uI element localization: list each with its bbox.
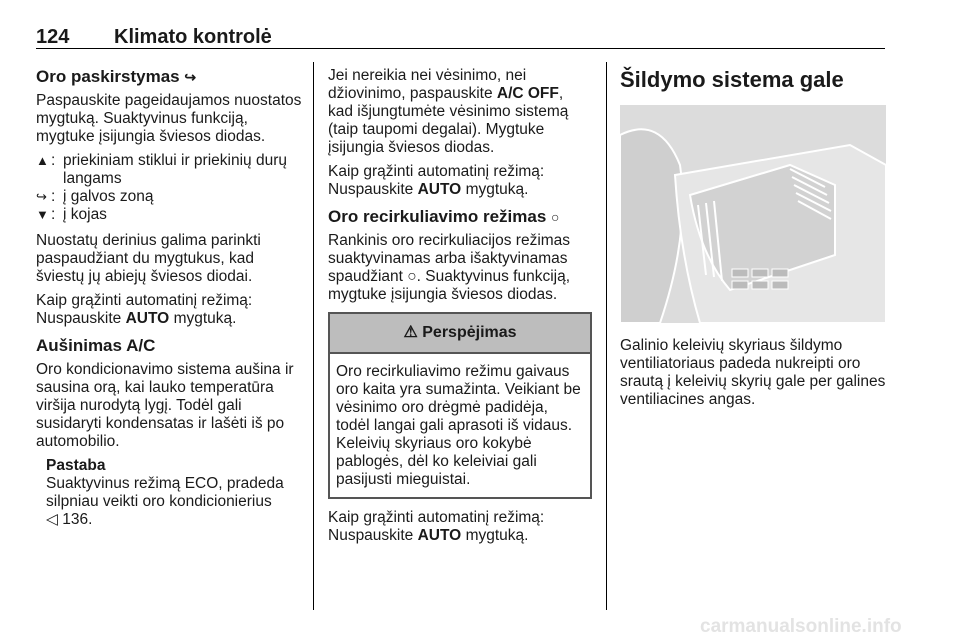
page-title: Klimato kontrolė — [114, 26, 272, 48]
column-1 — [36, 67, 304, 529]
warning-box — [328, 312, 592, 499]
recirculation-icon: ○ — [407, 268, 417, 285]
paragraph: Kaip grąžinti automatinį režimą: Nuspauskite AUTO mygtuką. — [328, 509, 545, 544]
rear-vent-illustration — [620, 105, 886, 323]
paragraph: Kaip grąžinti automatinį režimą: Nuspauskite AUTO mygtuką. — [36, 292, 253, 327]
paragraph: Kaip grąžinti automatinį režimą: Nuspauskite AUTO mygtuką. — [328, 163, 545, 198]
windshield-airflow-icon: ▲ — [36, 153, 49, 168]
page-reference: ◁ 136. — [46, 511, 93, 528]
head-airflow-icon: ↪ — [36, 189, 47, 204]
section-heading-cooling: Aušinimas A/C — [36, 336, 156, 355]
warning-text: Oro recirkuliavimo režimu gaivaus oro kaita yra sumažinta. Veikiant be vėsinimo oro drėgmė padidėja, todėl langai gali aprasoti iš vidaus. Keleivių skyriaus oro kokybė pablogės, dėl ko keleiviai gali pasijusti mieguistai. — [336, 363, 581, 488]
column-divider — [606, 62, 607, 610]
recirculation-icon: ○ — [551, 209, 560, 225]
paragraph: Paspauskite pageidaujamos nuostatos mygtuką. Suaktyvinus funkciją, mygtuke įsijungia šviesos diodas. — [36, 92, 302, 145]
column-3 — [620, 67, 888, 415]
note-title: Pastaba — [46, 457, 106, 474]
definition-row: ↪ : į galvos zoną — [36, 188, 154, 205]
paragraph: Nuostatų derinius galima parinkti paspaudžiant du mygtukus, kad šviestų jų abiejų šviesos diodai. — [36, 232, 261, 285]
section-heading-recirculation: Oro recirkuliavimo režimas ○ — [328, 207, 560, 226]
foot-airflow-icon: ▼ — [36, 207, 49, 222]
warning-header: ⚠ Perspėjimas — [330, 314, 590, 354]
page-number: 124 — [36, 26, 70, 48]
definition-list — [36, 152, 304, 224]
paragraph: Rankinis oro recirkuliacijos režimas suaktyvinamas arba išaktyvinamas spaudžiant ○. Suaktyvinus funkciją, mygtuke įsijungia šviesos diodas. — [328, 232, 571, 303]
definition-row: ▲ : priekiniam stiklui ir priekinių durų langams — [36, 152, 287, 187]
section-heading-rear-heating: Šildymo sistema gale — [620, 67, 844, 92]
definition-row: ▼ : į kojas — [36, 206, 107, 223]
note-text: Suaktyvinus režimą ECO, pradeda silpniau veikti oro kondicionierius ◁ 136. — [46, 475, 284, 528]
illustration-caption: Galinio keleivių skyriaus šildymo ventiliatoriaus padeda nukreipti oro srautą į keleivių skyrių gale per galines ventiliacines angas. — [620, 337, 886, 408]
header-rule — [36, 48, 885, 49]
paragraph: Oro kondicionavimo sistema aušina ir sausina orą, kai lauko temperatūra viršija nurodytą lygį. Todėl gali susidaryti kondensatas ir lašėti iš po automobilio. — [36, 361, 294, 450]
paragraph: Jei nereikia nei vėsinimo, nei džiovinimo, paspauskite A/C OFF, kad išjungtumėte vėsinimo sistemą (taip taupomi degalai). Mygtuke įsijungia šviesos diodas. — [328, 67, 569, 156]
watermark: carmanualsonline.info — [700, 616, 902, 637]
column-divider — [313, 62, 314, 610]
column-2 — [328, 67, 592, 551]
note-block — [46, 457, 304, 529]
section-heading-distribution: Oro paskirstymas ↪ — [36, 67, 197, 86]
head-airflow-icon: ↪ — [184, 69, 197, 85]
warning-icon: ⚠ — [403, 324, 418, 341]
rear-vent-drawing — [620, 105, 886, 323]
